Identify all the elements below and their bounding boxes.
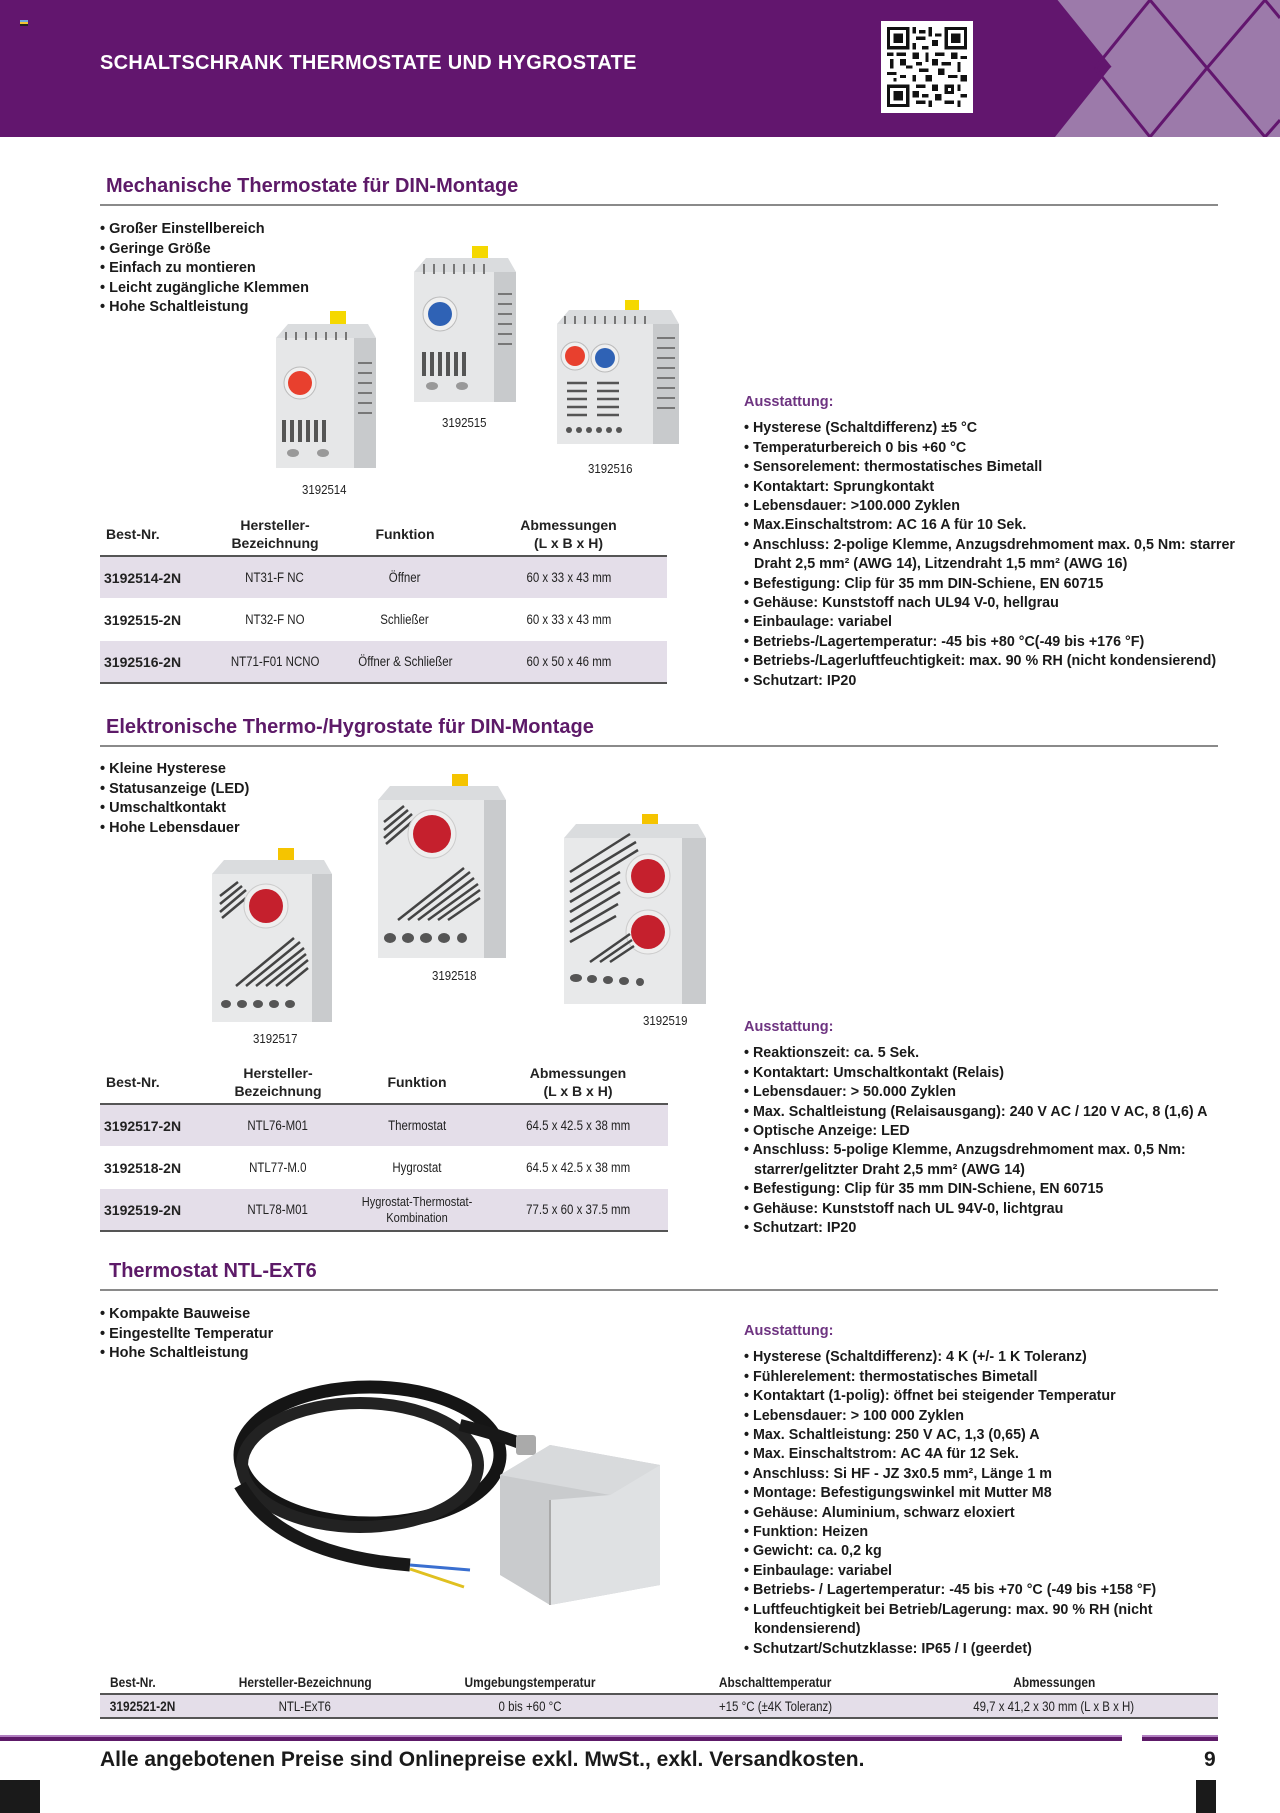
table-row: 3192515-2N NT32-F NO Schließer 60 x 33 x 43 mm: [104, 611, 611, 628]
feature-list-electronic: [100, 760, 249, 838]
specs-heading: Ausstattung:: [744, 1019, 834, 1035]
diamond-pattern-decoration: [1020, 0, 1280, 137]
feature-item: • Leicht zugängliche Klemmen: [100, 279, 309, 299]
crop-mark: [0, 1780, 40, 1813]
spec-item: • Betriebs-/Lagertemperatur: -45 bis +80 °C(-49 bis +176 °F): [744, 633, 1244, 652]
feature-item: • Hohe Lebensdauer: [100, 819, 249, 839]
spec-item: • Luftfeuchtigkeit bei Betrieb/Lagerung: max. 90 % RH (nicht kondensierend): [744, 1601, 1244, 1640]
spec-item: • Gehäuse: Kunststoff nach UL 94V-0, lichtgrau: [744, 1200, 1244, 1219]
spec-item: • Gehäuse: Aluminium, schwarz eloxiert: [744, 1504, 1244, 1523]
column-header: Best-Nr.: [106, 525, 160, 542]
specs-ntl-ext6: [744, 1322, 1244, 1659]
spec-item: • Kontaktart: Sprungkontakt: [744, 478, 1244, 497]
spec-item: • Lebensdauer: >100.000 Zyklen: [744, 497, 1244, 516]
table-row: 3192514-2N NT31-F NC Öffner 60 x 33 x 43 mm: [100, 556, 667, 598]
spec-item: • Befestigung: Clip für 35 mm DIN-Schiene, EN 60715: [744, 1180, 1244, 1199]
product-table-electronic: [100, 1060, 668, 1232]
image-caption: 3192518: [432, 968, 477, 983]
page-title: SCHALTSCHRANK THERMOSTATE UND HYGROSTATE: [100, 52, 637, 74]
spec-item: • Gewicht: ca. 0,2 kg: [744, 1542, 1244, 1561]
table-row: 3192519-2N NTL78-M01 Hygrostat-Thermostat- Kombination 77.5 x 60 x 37.5 mm: [100, 1189, 668, 1231]
column-header: Best-Nr.: [110, 1673, 156, 1690]
spec-item: • Reaktionszeit: ca. 5 Sek.: [744, 1044, 1244, 1063]
spec-item: • Optische Anzeige: LED: [744, 1122, 1244, 1141]
spec-item: • Befestigung: Clip für 35 mm DIN-Schiene, EN 60715: [744, 575, 1244, 594]
product-image-3192518: [374, 772, 510, 962]
feature-item: • Großer Einstellbereich: [100, 220, 309, 240]
qr-code-icon: [887, 27, 967, 107]
specs-heading: Ausstattung:: [744, 394, 834, 410]
table-row: 3192517-2N NTL76-M01 Thermostat 64.5 x 42.5 x 38 mm: [100, 1104, 668, 1146]
table-row: 3192518-2N NTL77-M.0 Hygrostat 64.5 x 42.5 x 38 mm: [104, 1159, 630, 1176]
column-header: Hersteller-Bezeichnung: [238, 1673, 372, 1690]
product-image-3192516: [553, 298, 683, 448]
feature-item: • Umschaltkontakt: [100, 799, 249, 819]
feature-item: • Statusanzeige (LED): [100, 780, 249, 800]
spec-item: • Temperaturbereich 0 bis +60 °C: [744, 439, 1244, 458]
spec-item: • Anschluss: Si HF - JZ 3x0.5 mm², Länge 1 m: [744, 1465, 1244, 1484]
product-table-ntl-ext6: [100, 1670, 1218, 1719]
spec-item: • Funktion: Heizen: [744, 1523, 1244, 1542]
flag-icon: [20, 20, 28, 28]
spec-item: • Sensorelement: thermostatisches Bimetall: [744, 458, 1244, 477]
image-caption: 3192517: [253, 1031, 298, 1046]
table-row: 3192516-2N NT71-F01 NCNO Öffner & Schließer 60 x 50 x 46 mm: [100, 641, 667, 683]
section-divider: [100, 204, 1218, 206]
spec-item: • Kontaktart: Umschaltkontakt (Relais): [744, 1064, 1244, 1083]
spec-item: • Betriebs-/Lagerluftfeuchtigkeit: max. 90 % RH (nicht kondensierend): [744, 652, 1244, 671]
spec-item: • Hysterese (Schaltdifferenz) ±5 °C: [744, 419, 1244, 438]
column-header: Best-Nr.: [106, 1073, 160, 1090]
spec-item: • Einbaulage: variabel: [744, 1562, 1244, 1581]
specs-heading: Ausstattung:: [744, 1323, 834, 1339]
section-title-mechanical: Mechanische Thermostate für DIN-Montage: [106, 175, 519, 197]
spec-item: • Max.Einschaltstrom: AC 16 A für 10 Sek.: [744, 516, 1244, 535]
qr-code[interactable]: [881, 21, 973, 113]
product-image-3192515: [410, 244, 520, 412]
spec-item: • Max. Schaltleistung (Relaisausgang): 240 V AC / 120 V AC, 8 (1,6) A: [744, 1103, 1244, 1122]
page-number: 9: [1204, 1748, 1216, 1771]
crop-mark: [1196, 1780, 1216, 1813]
column-header: Abmessungen (L x B x H): [520, 516, 617, 551]
feature-list-ntl-ext6: [100, 1305, 273, 1364]
spec-item: • Schutzart/Schutzklasse: IP65 / I (geerdet): [744, 1640, 1244, 1659]
column-header: Abschalttemperatur: [718, 1673, 832, 1690]
image-caption: 3192514: [302, 482, 347, 497]
product-image-3192517: [208, 846, 336, 1026]
specs-electronic: [744, 1018, 1244, 1238]
column-header: Hersteller- Bezeichnung: [231, 516, 319, 551]
feature-item: • Eingestellte Temperatur: [100, 1325, 273, 1345]
spec-item: • Lebensdauer: > 100 000 Zyklen: [744, 1407, 1244, 1426]
feature-item: • Hohe Schaltleistung: [100, 298, 309, 318]
spec-item: • Lebensdauer: > 50.000 Zyklen: [744, 1083, 1244, 1102]
feature-item: • Hohe Schaltleistung: [100, 1344, 273, 1364]
product-image-ntl-ext6: [220, 1365, 690, 1605]
section-divider: [100, 1289, 1218, 1291]
column-header: Funktion: [387, 1073, 447, 1090]
feature-item: • Kompakte Bauweise: [100, 1305, 273, 1325]
column-header: Funktion: [375, 525, 435, 542]
feature-item: • Geringe Größe: [100, 240, 309, 260]
column-header: Hersteller- Bezeichnung: [234, 1064, 322, 1099]
spec-item: • Max. Schaltleistung: 250 V AC, 1,3 (0,65) A: [744, 1426, 1244, 1445]
spec-item: • Hysterese (Schaltdifferenz): 4 K (+/- 1 K Toleranz): [744, 1348, 1244, 1367]
image-caption: 3192516: [588, 461, 633, 476]
product-image-3192514: [268, 308, 380, 478]
table-row: 3192521-2N NTL-ExT6 0 bis +60 °C +15 °C (±4K Toleranz) 49,7 x 41,2 x 30 mm (L x B x H): [100, 1694, 1218, 1718]
image-caption: 3192515: [442, 415, 487, 430]
section-title-ntl-ext6: Thermostat NTL-ExT6: [109, 1260, 317, 1282]
column-header: Abmessungen (L x B x H): [529, 1064, 627, 1099]
page-header: [0, 0, 1280, 137]
spec-item: • Schutzart: IP20: [744, 1219, 1244, 1238]
spec-item: • Einbaulage: variabel: [744, 613, 1244, 632]
spec-item: • Montage: Befestigungswinkel mit Mutter M8: [744, 1484, 1244, 1503]
column-header: Umgebungstemperatur: [464, 1673, 596, 1690]
feature-item: • Kleine Hysterese: [100, 760, 249, 780]
column-header: Abmessungen: [1013, 1673, 1095, 1690]
spec-item: • Gehäuse: Kunststoff nach UL94 V-0, hellgrau: [744, 594, 1244, 613]
footer-divider: [1142, 1737, 1218, 1741]
section-divider: [100, 745, 1218, 747]
spec-item: • Schutzart: IP20: [744, 672, 1244, 691]
product-image-3192519: [560, 812, 710, 1008]
spec-item: • Anschluss: 2-polige Klemme, Anzugsdrehmoment max. 0,5 Nm: starrer Draht 2,5 mm² (AWG 14), Litzendraht 1,5 mm² (AWG 16): [744, 536, 1244, 575]
specs-mechanical: [744, 393, 1244, 691]
spec-item: • Fühlerelement: thermostatisches Bimetall: [744, 1368, 1244, 1387]
product-table-mechanical: [100, 512, 667, 684]
section-title-electronic: Elektronische Thermo-/Hygrostate für DIN-Montage: [106, 716, 594, 738]
image-caption: 3192519: [643, 1013, 688, 1028]
footer-divider: [0, 1737, 1122, 1741]
spec-item: • Kontaktart (1-polig): öffnet bei steigender Temperatur: [744, 1387, 1244, 1406]
feature-list-mechanical: [100, 220, 309, 318]
feature-item: • Einfach zu montieren: [100, 259, 309, 279]
spec-item: • Betriebs- / Lagertemperatur: -45 bis +70 °C (-49 bis +158 °F): [744, 1581, 1244, 1600]
spec-item: • Max. Einschaltstrom: AC 4A für 12 Sek.: [744, 1445, 1244, 1464]
price-disclaimer: Alle angebotenen Preise sind Onlinepreise exkl. MwSt., exkl. Versandkosten.: [100, 1748, 865, 1771]
spec-item: • Anschluss: 5-polige Klemme, Anzugsdrehmoment max. 0,5 Nm: starrer/gelitzter Draht 2,5 mm² (AWG 14): [744, 1141, 1244, 1180]
